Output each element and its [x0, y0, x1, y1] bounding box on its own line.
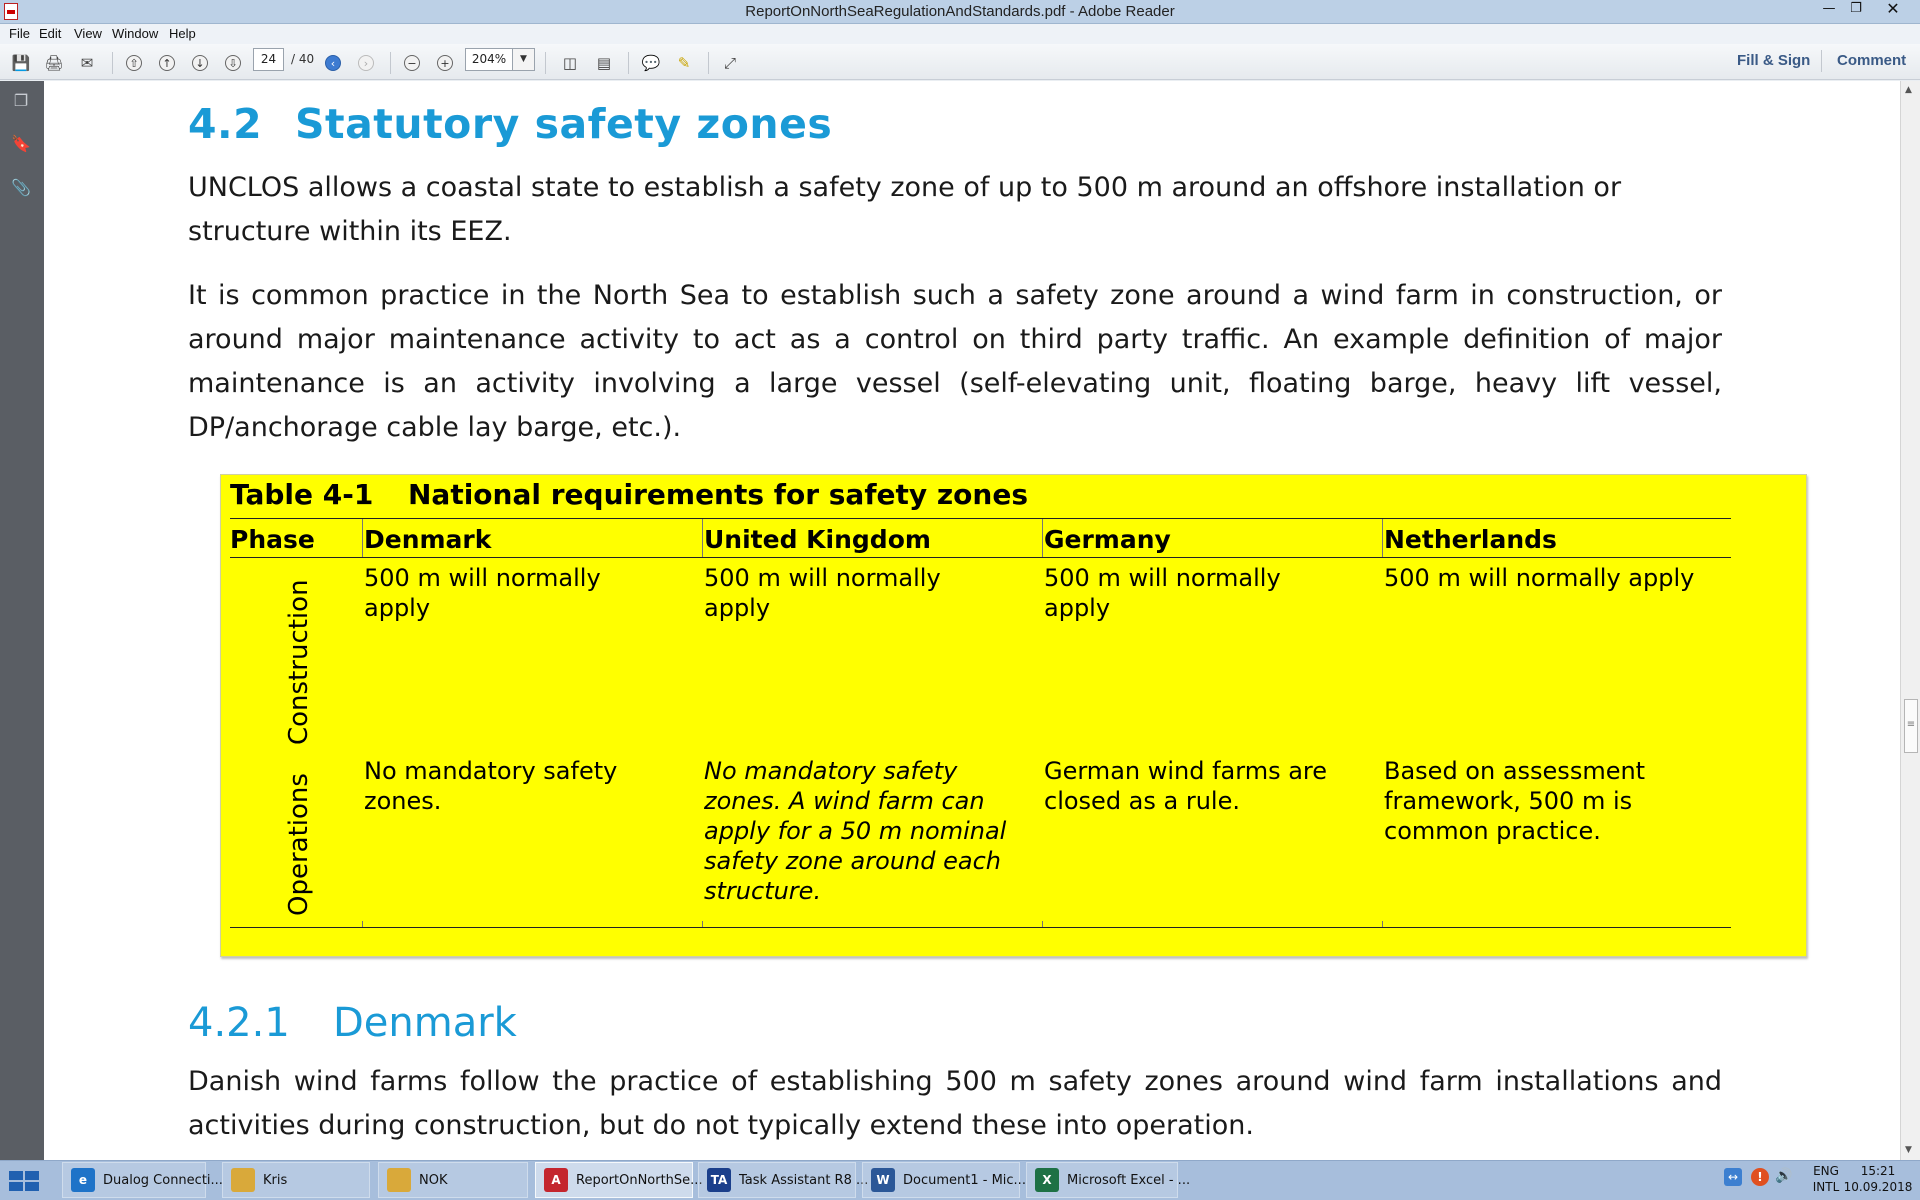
last-page-icon[interactable]: ⇩ — [222, 52, 244, 74]
section-title: Statutory safety zones — [295, 100, 833, 148]
taskbar-item-label: Dualog Connecti... — [103, 1172, 223, 1188]
taskbar-item-label: Document1 - Mic... — [903, 1172, 1026, 1188]
toolbar — [0, 44, 1920, 80]
restore-button[interactable]: ❐ — [1850, 1, 1862, 16]
header-phase: Phase — [230, 525, 315, 554]
paragraph-denmark: Danish wind farms follow the practice of establishing 500 m safety zones around wind farm installations and activities during construction, but do not typically extend these into operation. — [188, 1066, 1722, 1141]
email-icon[interactable]: ✉ — [80, 54, 94, 72]
taskbar-item[interactable] — [698, 1162, 869, 1198]
cell-germany-construction: 500 m will normally apply — [1044, 564, 1281, 622]
bookmarks-icon[interactable]: 🔖 — [11, 133, 31, 153]
fit-width-icon[interactable]: ▤ — [596, 54, 612, 72]
header-denmark: Denmark — [364, 525, 492, 554]
taskbar-item[interactable] — [1026, 1162, 1191, 1198]
cell-germany-operations: German wind farms are closed as a rule. — [1044, 757, 1328, 815]
menu-view[interactable]: View — [74, 26, 102, 41]
minimize-button[interactable]: — — [1822, 1, 1836, 16]
window-title: ReportOnNorthSeaRegulationAndStandards.pdf - Adobe Reader — [745, 3, 1175, 20]
scrollbar-thumb[interactable]: ≡ — [1904, 699, 1918, 753]
taskbar-item-label: Microsoft Excel - ... — [1067, 1172, 1191, 1188]
taskbar-item-label: ReportOnNorthSe... — [576, 1172, 703, 1188]
taskbar-item-label: Task Assistant R8 ... — [739, 1172, 869, 1188]
window-title-bar — [0, 0, 1920, 24]
zoom-in-icon[interactable]: + — [434, 52, 456, 74]
table-top-rule — [230, 518, 1731, 519]
language-indicator[interactable] — [1808, 1163, 1844, 1195]
cell-netherlands-construction: 500 m will normally apply — [1384, 564, 1695, 592]
volume-tray-icon[interactable]: 🔊 — [1775, 1168, 1793, 1184]
paragraph-unclos: UNCLOS allows a coastal state to establish a safety zone of up to 500 m around an offshore installation or structure within its EEZ. — [188, 172, 1622, 247]
menu-window[interactable]: Window — [112, 26, 159, 41]
folder-icon — [231, 1168, 255, 1192]
cell-uk-construction: 500 m will normally apply — [704, 564, 941, 622]
phase-construction: Construction — [284, 579, 314, 745]
scroll-up-icon[interactable]: ▲ — [1905, 85, 1912, 95]
menu-edit[interactable]: Edit — [39, 26, 62, 41]
fit-page-icon[interactable]: ◫ — [562, 54, 578, 72]
table-title: National requirements for safety zones — [408, 478, 1029, 511]
keyboard-layout: INTL — [1812, 1180, 1840, 1194]
header-germany: Germany — [1044, 525, 1171, 554]
table-caption — [230, 478, 1028, 511]
subsection-heading — [188, 1000, 517, 1046]
vertical-scrollbar[interactable] — [1900, 81, 1920, 1160]
taskbar-item[interactable] — [862, 1162, 1026, 1198]
zoom-input[interactable]: 204% — [465, 48, 513, 71]
clock-time: 15:21 — [1860, 1164, 1896, 1178]
next-view-icon[interactable]: › — [355, 52, 377, 74]
fill-and-sign-button[interactable]: Fill & Sign — [1737, 52, 1811, 69]
page-number-input[interactable]: 24 — [253, 48, 284, 71]
highlight-icon[interactable]: ✎ — [677, 54, 691, 72]
table-number: Table 4-1 — [230, 478, 374, 511]
page-thumbnails-icon[interactable]: ❐ — [13, 90, 29, 110]
full-screen-icon[interactable]: ⤢ — [723, 54, 736, 72]
menu-bar — [0, 24, 1920, 44]
word-icon: W — [871, 1168, 895, 1192]
close-button[interactable]: ✕ — [1886, 0, 1900, 18]
cell-netherlands-operations: Based on assessment framework, 500 m is common practice. — [1384, 757, 1646, 845]
adobe-pdf-icon: A — [544, 1168, 568, 1192]
print-icon[interactable]: 🖨 — [44, 54, 64, 72]
cell-uk-operations: No mandatory safety zones. A wind farm can apply for a 50 m nominal safety zone around each structure. — [704, 757, 1007, 905]
paragraph-common-practice: It is common practice in the North Sea to establish such a safety zone around a wind farm in construction, or around major maintenance activity to act as a control on third party traffic. An example definition of major maintenance is an activity involving a large vessel (self-elevating unit, floating barge, heavy lift vessel, DP/anchorage cable lay barge, etc.). — [188, 280, 1722, 443]
taskbar-item[interactable] — [222, 1162, 370, 1198]
attachments-icon[interactable]: 📎 — [11, 177, 31, 197]
internet-explorer-icon: e — [71, 1168, 95, 1192]
clock[interactable] — [1842, 1163, 1914, 1195]
clock-date: 10.09.2018 — [1843, 1180, 1913, 1194]
scroll-down-icon[interactable]: ▼ — [1905, 1145, 1912, 1155]
start-button[interactable] — [6, 1167, 40, 1195]
excel-icon: X — [1035, 1168, 1059, 1192]
save-icon[interactable]: 💾 — [11, 54, 31, 72]
subsection-number: 4.2.1 — [188, 1000, 290, 1046]
zoom-dropdown-arrow[interactable]: ▼ — [513, 48, 535, 71]
taskbar-item-label: Kris — [263, 1172, 288, 1188]
navigation-pane — [0, 81, 44, 1160]
section-number: 4.2 — [188, 100, 263, 148]
section-heading — [188, 100, 832, 148]
menu-file[interactable]: File — [9, 26, 30, 41]
language-code: ENG — [1813, 1164, 1839, 1178]
page-total: / 40 — [291, 52, 315, 66]
alert-tray-icon[interactable]: ! — [1751, 1168, 1769, 1186]
cell-denmark-operations: No mandatory safety zones. — [364, 757, 618, 815]
network-tray-icon[interactable]: ↔ — [1724, 1168, 1742, 1186]
safety-zones-table — [220, 474, 1807, 957]
cell-denmark-construction: 500 m will normally apply — [364, 564, 601, 622]
taskbar-item-label: NOK — [419, 1172, 448, 1188]
table-bottom-rule — [230, 927, 1731, 928]
table-header-rule — [230, 557, 1731, 558]
next-page-icon[interactable]: ↓ — [189, 52, 211, 74]
sticky-note-icon[interactable]: 💬 — [641, 54, 661, 72]
first-page-icon[interactable]: ⇧ — [123, 52, 145, 74]
header-netherlands: Netherlands — [1384, 525, 1557, 554]
taskbar-item[interactable] — [378, 1162, 528, 1198]
subsection-title: Denmark — [333, 1000, 517, 1046]
task-assistant-icon: TA — [707, 1168, 731, 1192]
comment-button[interactable]: Comment — [1837, 52, 1907, 69]
zoom-out-icon[interactable]: − — [401, 52, 423, 74]
menu-help[interactable]: Help — [169, 26, 196, 41]
previous-view-icon[interactable]: ‹ — [322, 52, 344, 74]
header-united-kingdom: United Kingdom — [704, 525, 931, 554]
previous-page-icon[interactable]: ↑ — [156, 52, 178, 74]
phase-operations: Operations — [284, 773, 314, 916]
folder-icon — [387, 1168, 411, 1192]
taskbar-item[interactable] — [62, 1162, 223, 1198]
taskbar-item[interactable] — [535, 1162, 703, 1198]
